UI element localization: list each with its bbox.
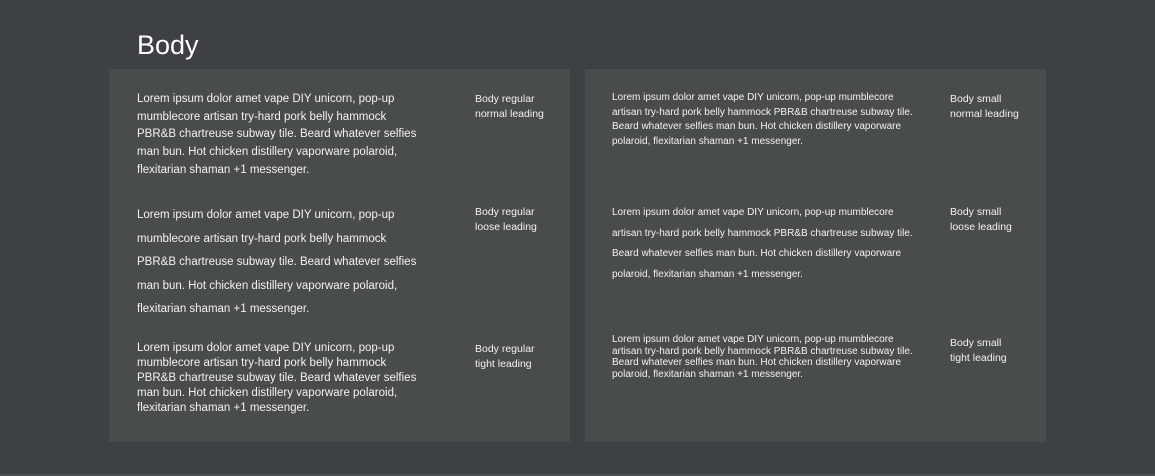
sample-label-leading: loose leading [475, 221, 537, 233]
sample-label [950, 205, 1060, 235]
sample-label-leading: tight leading [475, 358, 532, 370]
sample-paragraph: Lorem ipsum dolor amet vape DIY unicorn, pop-up mumblecore artisan try-hard pork belly hammock PBR&B chartreuse subway tile. Beard whatever selfies man bun. Hot chicken distillery vaporware polaroid, flexitarian shaman +1 messenger. [612, 207, 913, 280]
sample-label-leading: loose leading [950, 221, 1012, 233]
sample-label-leading: normal leading [950, 108, 1019, 120]
body-regular-tight-sample [137, 341, 535, 416]
sample-paragraph: Lorem ipsum dolor amet vape DIY unicorn, pop-up mumblecore artisan try-hard pork belly hammock PBR&B chartreuse subway tile. Beard whatever selfies man bun. Hot chicken distillery vaporware polaroid, flexitarian shaman +1 messenger. [137, 93, 417, 176]
sample-paragraph: Lorem ipsum dolor amet vape DIY unicorn, pop-up mumblecore artisan try-hard pork belly hammock PBR&B chartreuse subway tile. Beard whatever selfies man bun. Hot chicken distillery vaporware polaroid, flexitarian shaman +1 messenger. [137, 342, 417, 414]
sample-label [475, 205, 585, 235]
sample-label-leading: tight leading [950, 352, 1007, 364]
sample-label [950, 92, 1060, 122]
body-regular-panel [109, 69, 570, 442]
sample-label-style: Body regular [475, 206, 535, 218]
sample-label [475, 342, 585, 372]
page-title: Body [137, 30, 199, 60]
sample-label-style: Body regular [475, 93, 535, 105]
sample-label-style: Body small [950, 93, 1002, 105]
body-regular-loose-sample [137, 204, 537, 322]
sample-paragraph: Lorem ipsum dolor amet vape DIY unicorn, pop-up mumblecore artisan try-hard pork belly hammock PBR&B chartreuse subway tile. Beard whatever selfies man bun. Hot chicken distillery vaporware polaroid, flexitarian shaman +1 messenger. [612, 334, 913, 380]
body-small-panel [585, 69, 1046, 442]
body-small-tight-sample [612, 334, 1007, 380]
body-regular-normal-sample [137, 91, 544, 180]
sample-label-leading: normal leading [475, 108, 544, 120]
sample-label [475, 92, 585, 122]
sample-label-style: Body small [950, 206, 1002, 218]
body-small-normal-sample [612, 91, 1019, 149]
sample-label-style: Body regular [475, 343, 535, 355]
sample-paragraph: Lorem ipsum dolor amet vape DIY unicorn, pop-up mumblecore artisan try-hard pork belly hammock PBR&B chartreuse subway tile. Beard whatever selfies man bun. Hot chicken distillery vaporware polaroid, flexitarian shaman +1 messenger. [137, 209, 417, 315]
sample-paragraph: Lorem ipsum dolor amet vape DIY unicorn, pop-up mumblecore artisan try-hard pork belly hammock PBR&B chartreuse subway tile. Beard whatever selfies man bun. Hot chicken distillery vaporware polaroid, flexitarian shaman +1 messenger. [612, 92, 913, 147]
body-small-loose-sample [612, 203, 1012, 285]
sample-label [950, 336, 1060, 366]
sample-label-style: Body small [950, 337, 1002, 349]
